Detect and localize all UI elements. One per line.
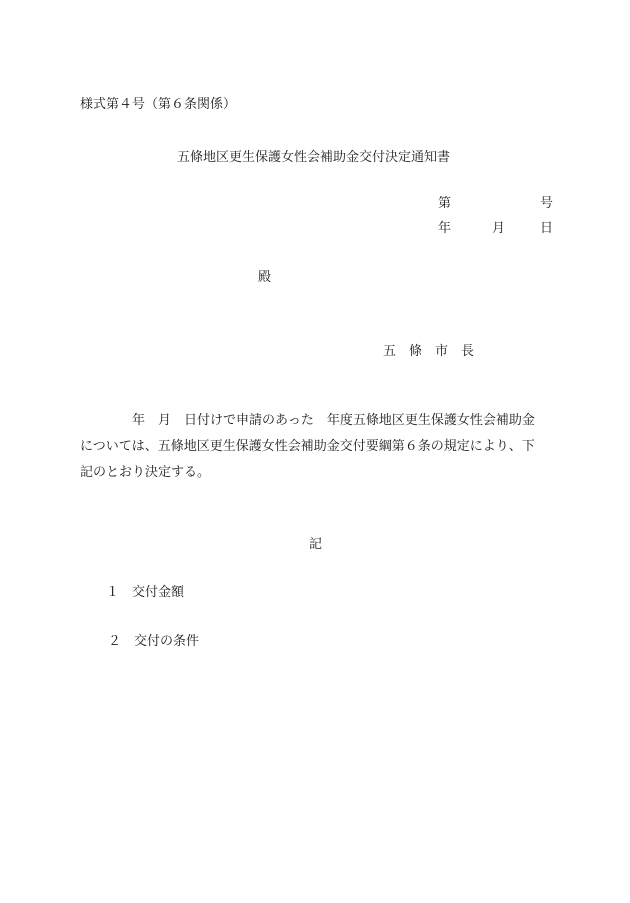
ki-heading: 記	[309, 537, 323, 552]
issuer-char: 長	[461, 344, 475, 359]
date-day-label: 日	[540, 221, 554, 236]
item-grant-conditions: ２ 交付の条件	[108, 634, 200, 649]
body-line: 年 月 日付けで申請のあった 年度五條地区更生保護女性会補助金	[80, 413, 535, 428]
document-title: 五條地区更生保護女性会補助金交付決定通知書	[177, 150, 451, 165]
date-year-label: 年	[438, 221, 452, 236]
body-line: 記のとおり決定する。	[80, 465, 211, 480]
issuer-name	[383, 344, 474, 360]
addressee-honorific: 殿	[258, 270, 272, 285]
issuer-char: 市	[435, 344, 449, 359]
issuer-char: 條	[409, 344, 423, 359]
doc-number-suffix: 号	[540, 196, 554, 211]
item-grant-amount: １ 交付金額	[106, 585, 185, 600]
body-line: については、五條地区更生保護女性会補助金交付要綱第６条の規定により、下	[80, 439, 535, 454]
issuer-char: 五	[383, 344, 397, 359]
date-month-label: 月	[492, 221, 506, 236]
notification-body	[80, 408, 555, 486]
doc-number-prefix: 第	[438, 196, 452, 211]
form-number: 様式第４号（第６条関係）	[80, 97, 237, 112]
